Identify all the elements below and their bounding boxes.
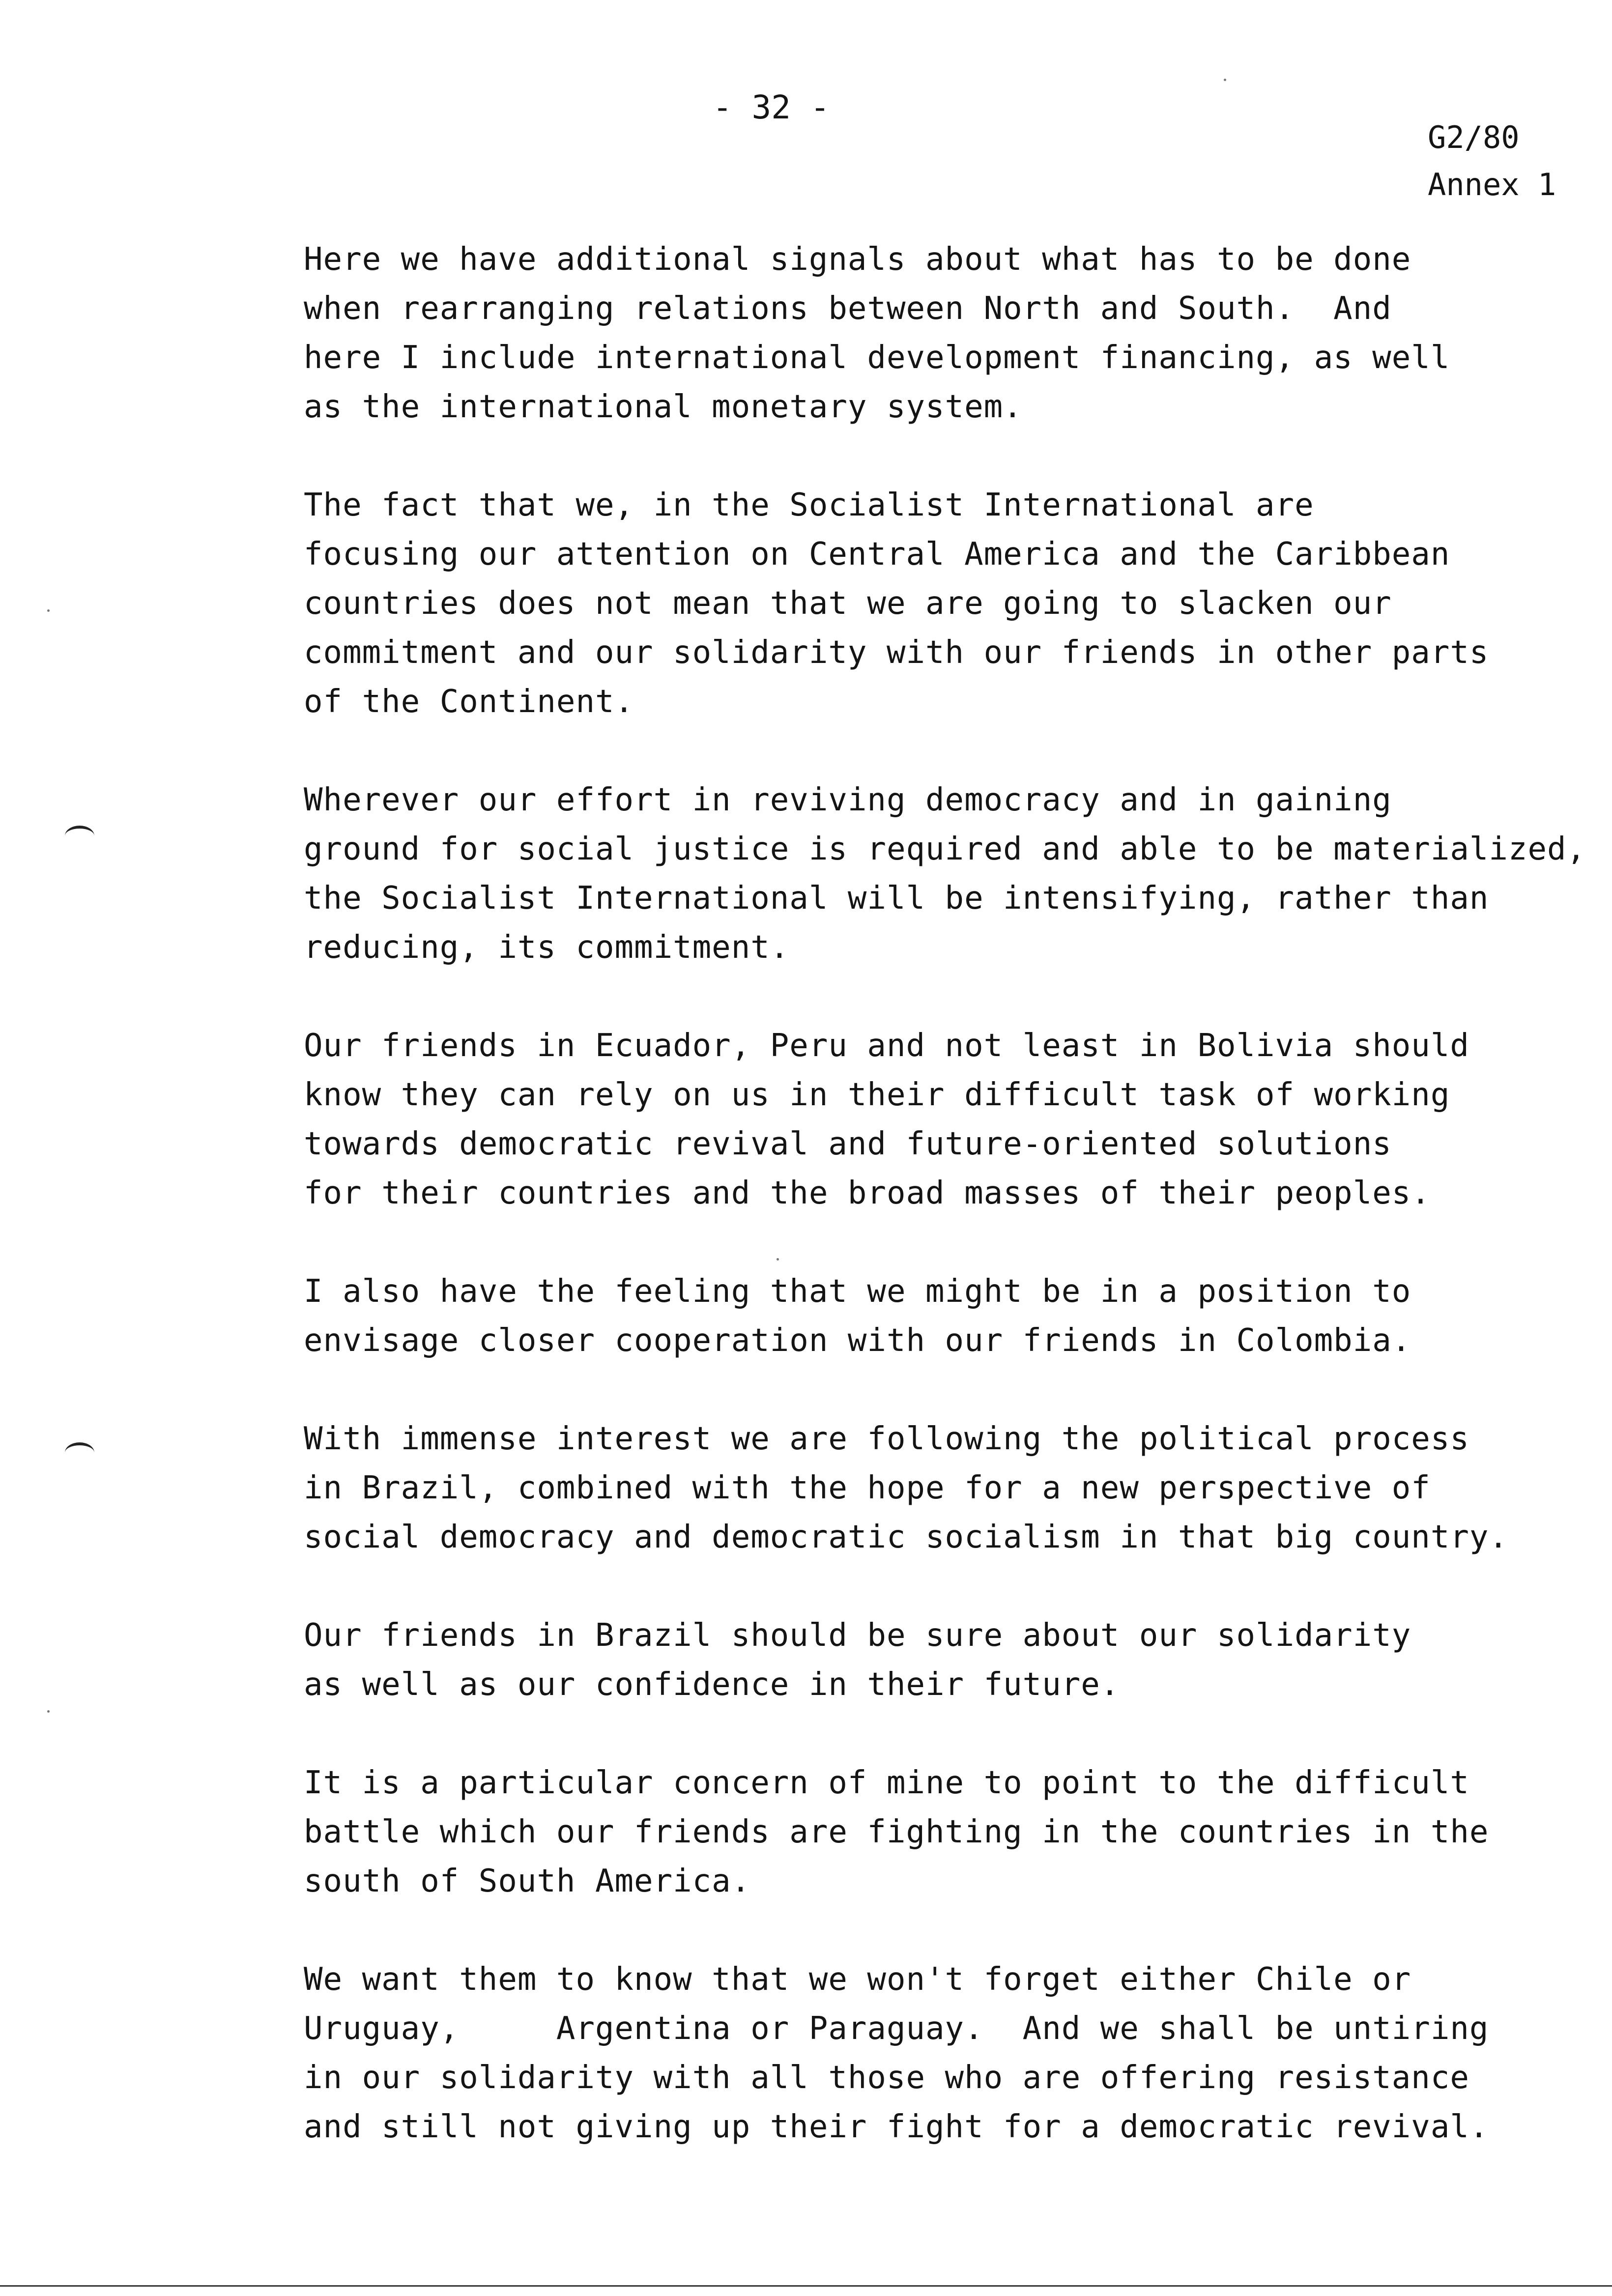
- text-line: in Brazil, combined with the hope for a new perspective of: [304, 1470, 1431, 1506]
- text-line: Uruguay, Argentina or Paraguay. And we shall be untiring: [304, 2010, 1489, 2047]
- text-line: when rearranging relations between North and South. And: [304, 290, 1392, 327]
- text-line: ground for social justice is required and able to be materialized,: [304, 831, 1586, 867]
- text-line: towards democratic revival and future-oriented solutions: [304, 1126, 1392, 1162]
- scan-speck: [47, 609, 50, 612]
- text-line: social democracy and democratic socialism in that big country.: [304, 1519, 1508, 1555]
- text-line: in our solidarity with all those who are offering resistance: [304, 2060, 1469, 2096]
- text-line: as the international monetary system.: [304, 389, 1023, 425]
- text-line: Wherever our effort in reviving democracy and in gaining: [304, 782, 1392, 818]
- text-line: and still not giving up their fight for a democratic revival.: [304, 2109, 1489, 2145]
- paragraph: [304, 1611, 1611, 1709]
- text-line: as well as our confidence in their future.: [304, 1666, 1120, 1703]
- text-line: Our friends in Ecuador, Peru and not least in Bolivia should: [304, 1028, 1469, 1064]
- scan-speck: [47, 1710, 50, 1713]
- page-bottom-edge: [0, 2285, 1612, 2287]
- text-line: I also have the feeling that we might be in a position to: [304, 1273, 1411, 1310]
- text-line: The fact that we, in the Socialist International are: [304, 487, 1314, 523]
- text-line: We want them to know that we won't forget either Chile or: [304, 1961, 1411, 1998]
- scan-speck: [1224, 79, 1226, 81]
- text-line: know they can rely on us in their difficult task of working: [304, 1077, 1450, 1113]
- binder-hole-mark: [65, 826, 94, 846]
- paragraph: [304, 1758, 1611, 1906]
- binder-hole-mark: [65, 1442, 94, 1463]
- text-line: Here we have additional signals about what has to be done: [304, 241, 1411, 278]
- letter-body: [304, 235, 1611, 2201]
- paragraph: [304, 1955, 1611, 2152]
- reference-annex: Annex 1: [1428, 167, 1556, 202]
- text-line: battle which our friends are fighting in the countries in the: [304, 1814, 1489, 1850]
- text-line: commitment and our solidarity with our friends in other parts: [304, 634, 1489, 671]
- page-number: - 32 -: [713, 88, 830, 126]
- text-line: the Socialist International will be intensifying, rather than: [304, 880, 1489, 917]
- text-line: With immense interest we are following the political process: [304, 1421, 1469, 1457]
- text-line: south of South America.: [304, 1863, 751, 1899]
- paragraph: [304, 1267, 1611, 1365]
- text-line: countries does not mean that we are going to slacken our: [304, 585, 1392, 622]
- text-line: reducing, its commitment.: [304, 929, 790, 966]
- text-line: focusing our attention on Central America and the Caribbean: [304, 536, 1450, 573]
- text-line: It is a particular concern of mine to point to the difficult: [304, 1765, 1469, 1801]
- paragraph: [304, 1021, 1611, 1218]
- text-line: here I include international development financing, as well: [304, 340, 1450, 376]
- paragraph: [304, 1414, 1611, 1562]
- reference-code: G2/80: [1428, 119, 1520, 155]
- paragraph: [304, 775, 1611, 972]
- document-reference: [1428, 114, 1556, 208]
- text-line: envisage closer cooperation with our friends in Colombia.: [304, 1322, 1411, 1359]
- text-line: Our friends in Brazil should be sure about our solidarity: [304, 1617, 1411, 1654]
- text-line: of the Continent.: [304, 684, 634, 720]
- text-line: for their countries and the broad masses of their peoples.: [304, 1175, 1431, 1211]
- paragraph: [304, 235, 1611, 431]
- paragraph: [304, 481, 1611, 726]
